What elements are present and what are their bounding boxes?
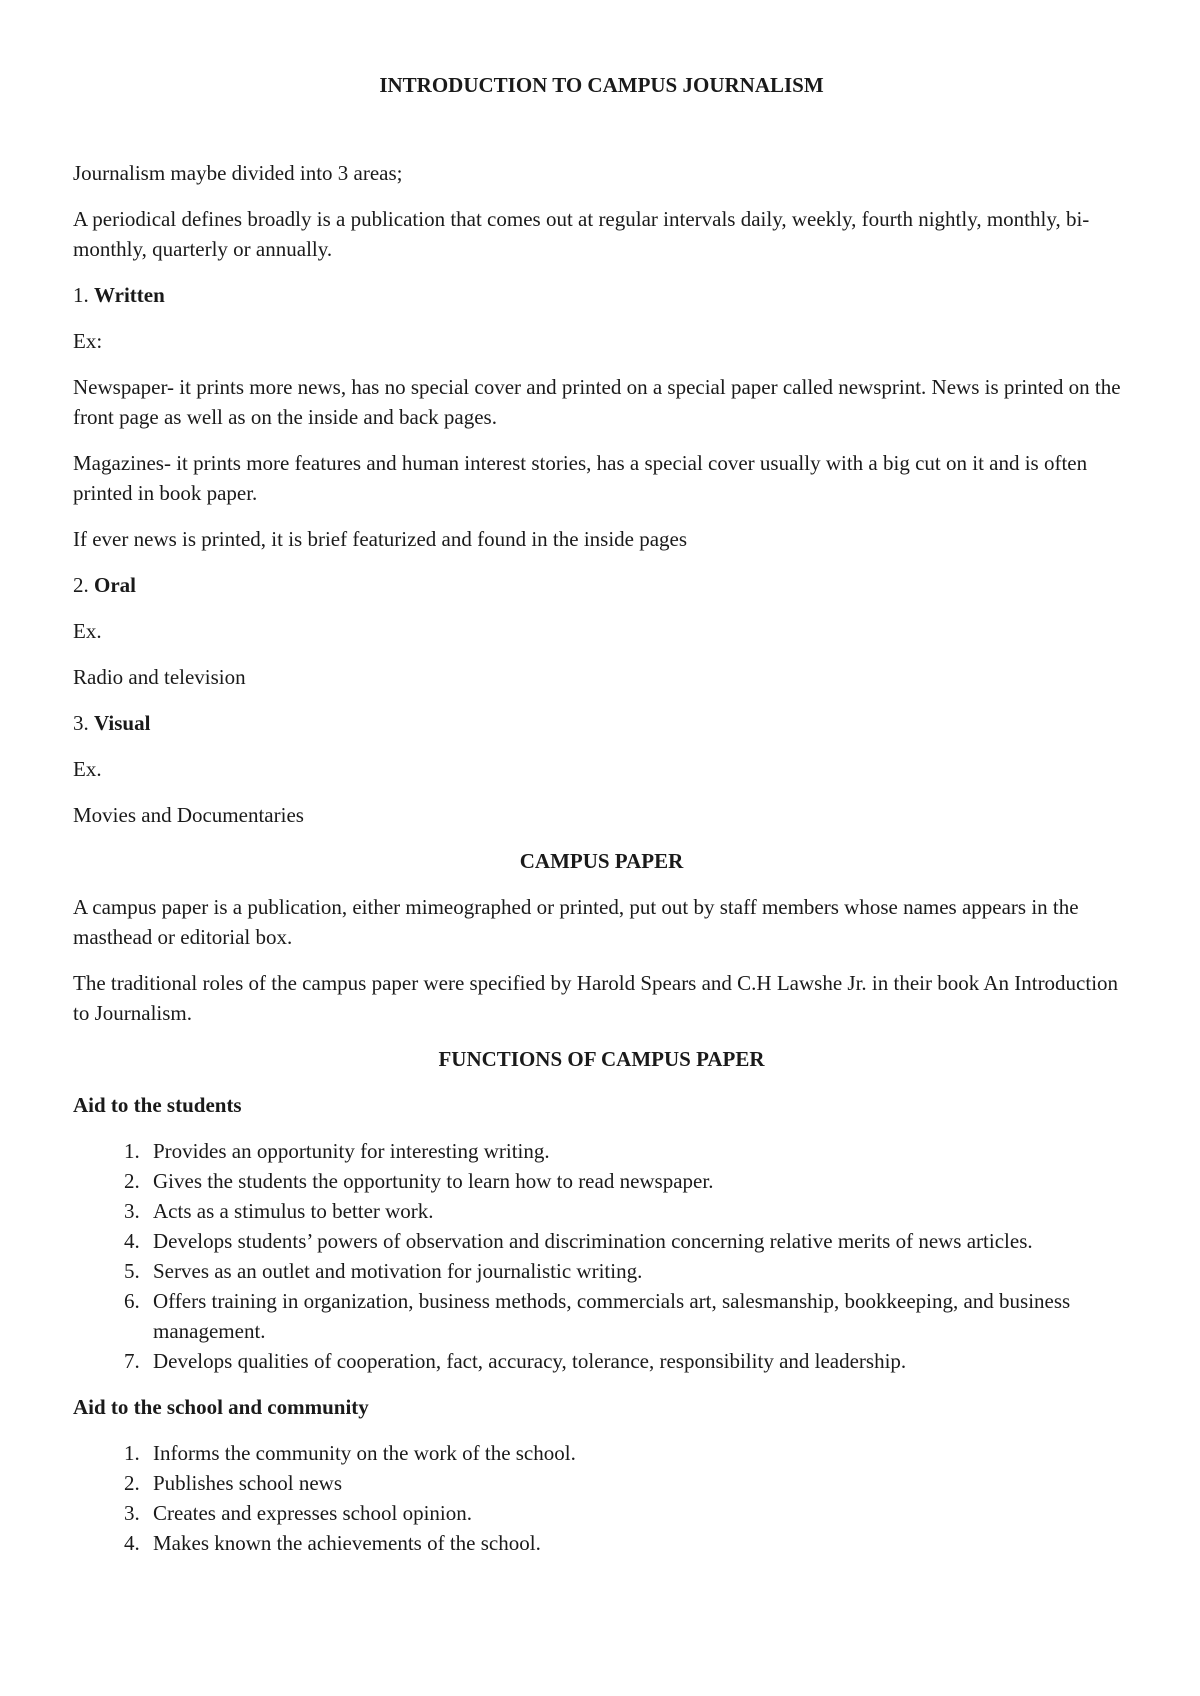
example-label: Ex: bbox=[73, 329, 103, 353]
campus-paper-definition: A campus paper is a publication, either mimeographed or printed, put out by staff members whose names appears in the masthead or editorial box. bbox=[73, 895, 1079, 949]
area-heading-written bbox=[73, 280, 1130, 310]
campus-paper-heading: CAMPUS PAPER bbox=[519, 849, 684, 873]
functions-heading: FUNCTIONS OF CAMPUS PAPER bbox=[438, 1047, 765, 1071]
periodical-paragraph: A periodical defines broadly is a publication that comes out at regular intervals daily, weekly, fourth nightly, monthly, bi-monthly, quarterly or annually. bbox=[73, 207, 1090, 261]
list-item: 1. Informs the community on the work of the school. bbox=[145, 1438, 1130, 1468]
students-aid-list bbox=[73, 1136, 1130, 1376]
area-heading-oral bbox=[73, 570, 1130, 600]
list-item: 6. Offers training in organization, business methods, commercials art, salesmanship, bookkeeping, and business management. bbox=[145, 1286, 1130, 1346]
area-number: 2. bbox=[73, 573, 89, 597]
area-number: 1. bbox=[73, 283, 89, 307]
list-item: 2. Publishes school news bbox=[145, 1468, 1130, 1498]
oral-example: Radio and television bbox=[73, 665, 246, 689]
campus-paper-roles: The traditional roles of the campus paper were specified by Harold Spears and C.H Lawshe Jr. in their book An Introduction to Journalism. bbox=[73, 971, 1119, 1025]
newspaper-paragraph: Newspaper- it prints more news, has no special cover and printed on a special paper called newsprint. News is printed on the front page as well as on the inside and back pages. bbox=[73, 375, 1121, 429]
list-item: 3. Acts as a stimulus to better work. bbox=[145, 1196, 1130, 1226]
example-label: Ex. bbox=[73, 619, 102, 643]
document-title: INTRODUCTION TO CAMPUS JOURNALISM bbox=[379, 73, 824, 97]
list-item: 4. Makes known the achievements of the school. bbox=[145, 1528, 1130, 1558]
students-aid-heading: Aid to the students bbox=[73, 1093, 242, 1117]
area-name: Oral bbox=[94, 573, 136, 597]
community-aid-list bbox=[73, 1438, 1130, 1558]
news-printed-paragraph: If ever news is printed, it is brief featurized and found in the inside pages bbox=[73, 527, 688, 551]
area-name: Written bbox=[94, 283, 165, 307]
intro-paragraph: Journalism maybe divided into 3 areas; bbox=[73, 161, 403, 185]
area-name: Visual bbox=[94, 711, 151, 735]
magazines-paragraph: Magazines- it prints more features and human interest stories, has a special cover usually with a big cut on it and is often printed in book paper. bbox=[73, 451, 1088, 505]
area-heading-visual bbox=[73, 708, 1130, 738]
list-item: 3. Creates and expresses school opinion. bbox=[145, 1498, 1130, 1528]
area-number: 3. bbox=[73, 711, 89, 735]
list-item: 4. Develops students’ powers of observation and discrimination concerning relative merits of news articles. bbox=[145, 1226, 1130, 1256]
example-label: Ex. bbox=[73, 757, 102, 781]
list-item: 5. Serves as an outlet and motivation for journalistic writing. bbox=[145, 1256, 1130, 1286]
list-item: 1. Provides an opportunity for interesting writing. bbox=[145, 1136, 1130, 1166]
list-item: 2. Gives the students the opportunity to learn how to read newspaper. bbox=[145, 1166, 1130, 1196]
community-aid-heading: Aid to the school and community bbox=[73, 1395, 369, 1419]
visual-example: Movies and Documentaries bbox=[73, 803, 304, 827]
list-item: 7. Develops qualities of cooperation, fact, accuracy, tolerance, responsibility and leadership. bbox=[145, 1346, 1130, 1376]
